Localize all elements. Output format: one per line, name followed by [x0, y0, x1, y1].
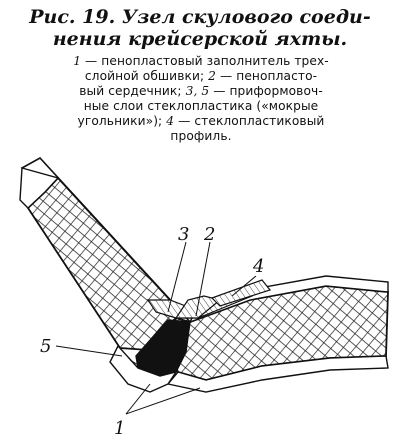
- leader-line-3: [168, 242, 186, 312]
- caption-text-1: — пенопластовый заполнитель трех-: [81, 54, 329, 68]
- caption-text-35: — приформовоч-: [209, 84, 323, 98]
- caption-line-6: профиль.: [170, 129, 232, 143]
- caption-num-1: 1: [73, 54, 82, 68]
- leader-line-5: [56, 346, 122, 356]
- label-1: 1: [114, 418, 126, 439]
- caption-text-4: — стеклопластиковый: [174, 114, 325, 128]
- caption-text-5a: угольники»);: [77, 114, 167, 128]
- caption-line-4: ные слои стеклопластика («мокрые: [83, 99, 319, 113]
- caption-text-2: — пенопласто-: [216, 69, 318, 83]
- caption-text-2a: слойной обшивки;: [84, 69, 209, 83]
- caption-num-35: 3, 5: [185, 84, 210, 98]
- caption-text-3a: вый сердечник;: [79, 84, 186, 98]
- title-line-2: нения крейсерской яхты.: [52, 28, 348, 50]
- title-line-1: Рис. 19. Узел скулового соеди-: [29, 6, 371, 28]
- label-4: 4: [253, 256, 265, 277]
- caption-num-2: 2: [208, 69, 217, 83]
- label-2: 2: [204, 224, 216, 245]
- leader-line-1-right: [126, 388, 200, 414]
- caption-num-4: 4: [166, 114, 175, 128]
- label-3: 3: [178, 224, 190, 245]
- side-panel-foam-core: [28, 178, 176, 350]
- label-5: 5: [40, 336, 52, 357]
